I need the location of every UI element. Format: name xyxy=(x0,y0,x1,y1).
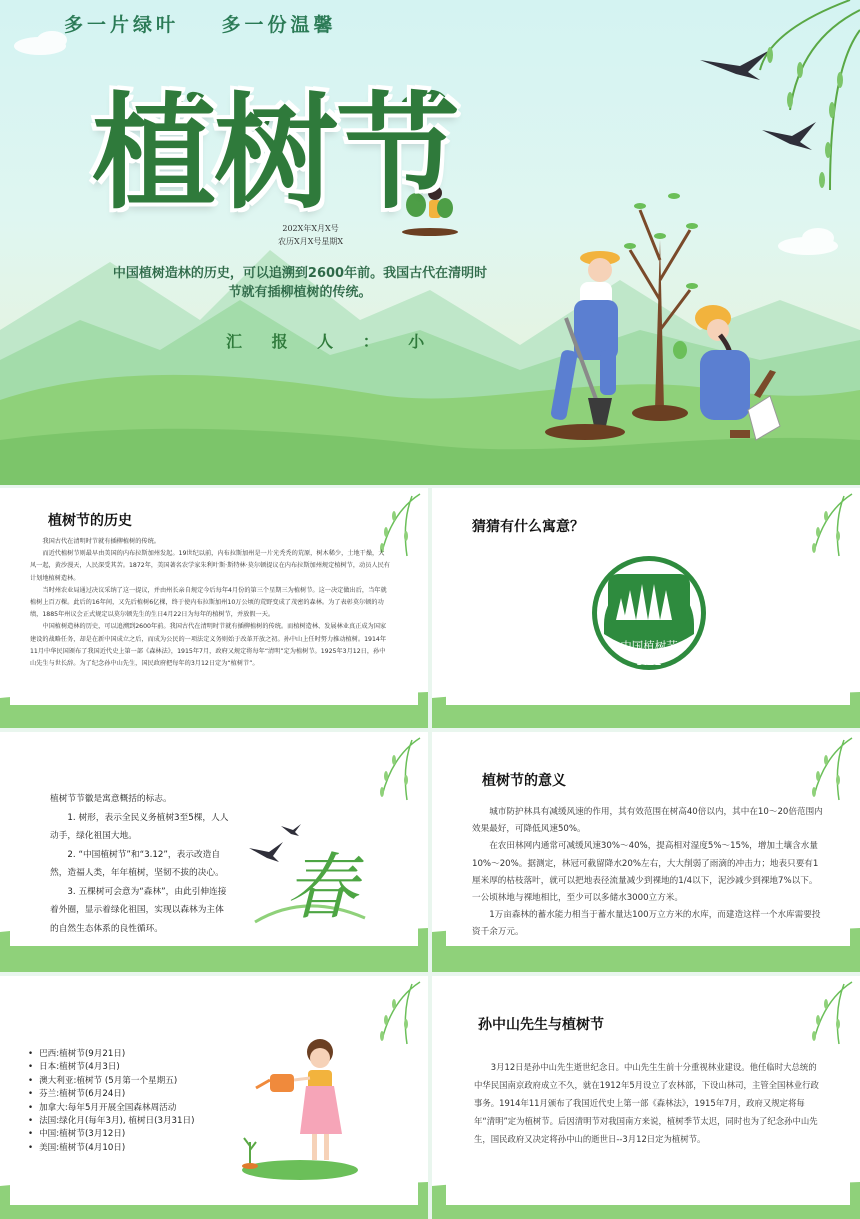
date-solar: 202X年X月X号 xyxy=(282,224,339,233)
willow-sprig-icon xyxy=(784,736,854,806)
list-item: • 法国:绿化月(每年3月), 植树日(3月31日) xyxy=(28,1115,194,1128)
list-item: • 巴西:植树节(9月21日) xyxy=(28,1048,194,1061)
history-paragraph: 我国古代在清明时节就有插柳植树的传统。 xyxy=(42,538,160,545)
cloud-icon xyxy=(14,31,67,55)
hero-landscape xyxy=(0,0,860,485)
list-item: • 芬兰:植树节(6月24日) xyxy=(28,1088,194,1101)
date-lunar: 农历X月X号星期X xyxy=(278,237,344,246)
spring-character: 春 xyxy=(285,845,358,929)
hero-cover xyxy=(0,0,860,485)
meaning-paragraph: 在农田林网内通常可减缓风速30%～40%，提高相对湿度5%～15%，增加土壤含水量10%～20%。据测定，林冠可截留降水20%左右，大大削弱了雨滴的冲击力；地表只要有1厘米厚的枯枝落叶，就可以把地表径流量减少到裸地的1/4以下，泥沙减少到裸地7%以下。一公顷林地与裸地相比，至少可以多储水3000立方米。 xyxy=(472,841,819,904)
girl-watering-icon xyxy=(220,1034,360,1184)
history-card xyxy=(0,488,428,728)
willow-sprig-icon xyxy=(352,980,422,1050)
list-item: • 中国:植树节(3月12日) xyxy=(28,1128,194,1141)
symbol-item: 3. 五棵树可会意为“森林”，由此引伸连接着外圈，显示着绿化祖国，实现以森林为主体的自然生态体系的良性循环。 xyxy=(50,886,227,934)
sun-body xyxy=(474,1058,822,1148)
history-paragraph: 当时州农业局通过决议采纳了这一提议，并由州长亲自规定今后每年4月份的第三个星期三为植树节。这一决定做出后，当年就植树上百万棵。此后的16年间，又先后植树6亿棵，终于使内布拉斯加州10万公顷的荒野变成了茂密的森林。为了表彰莫尔顿的功绩，1885年州议会正式规定以莫尔顿先生的生日4月22日为每年的植树节，并放假一天。 xyxy=(30,586,387,619)
meaning-card xyxy=(432,732,860,972)
symbol-lead: 植树节节徽是寓意概括的标志。 xyxy=(50,794,172,804)
meaning-paragraph: 1万亩森林的蓄水能力相当于蓄水量达100万立方米的水库，而建造这样一个水库需要投资千余万元。 xyxy=(472,910,821,938)
guess-card xyxy=(432,488,860,728)
reporter-label: 汇 报 人 ： 小 xyxy=(226,332,437,351)
list-item: • 美国:植树节(4月10日) xyxy=(28,1142,194,1155)
symbol-item: 1. 树形，表示全民义务植树3至5棵，人人动手，绿化祖国大地。 xyxy=(50,812,229,841)
guess-title: 猜猜有什么寓意？ xyxy=(472,519,584,535)
willow-branch-icon xyxy=(760,0,860,190)
meaning-body xyxy=(472,804,826,942)
countries-card xyxy=(0,976,428,1219)
sun-title: 孙中山先生与植树节 xyxy=(478,1017,604,1033)
symbol-card xyxy=(0,732,428,972)
sun-card xyxy=(432,976,860,1219)
date-stamp xyxy=(278,222,343,248)
symbol-item: 2. “中国植树节”和“3.12”，表示改造自然，造福人类，年年植树，坚韧不拔的决心。 xyxy=(50,849,224,878)
list-item: • 澳大利亚:植树节 (5月第一个星期五) xyxy=(28,1075,194,1088)
country-list xyxy=(28,1048,194,1155)
symbol-text xyxy=(50,790,230,938)
logo-date: 3.12 xyxy=(636,654,662,668)
logo-label: 中国植树节 xyxy=(620,639,678,653)
sun-paragraph: 3月12日是孙中山先生逝世纪念日。中山先生生前十分重视林业建设。他任临时大总统的中华民国南京政府成立不久，就在1912年5月设立了农林部，下设山林司，主管全国林业行政事务。1914年11月颁布了我国近代史上第一部《森林法》，1915年7月，政府又规定将每年“清明”定为植树节。后因清明节对我国南方来说，植树季节太迟，同时也为了纪念孙中山先生，国民政府又决定将孙中山的逝世日--3月12日定为植树节。 xyxy=(474,1062,819,1144)
willow-sprig-icon xyxy=(784,492,854,562)
willow-sprig-icon xyxy=(352,736,422,806)
history-title: 植树节的历史 xyxy=(48,513,132,529)
spring-art xyxy=(245,822,375,932)
history-paragraph: 而近代植树节则最早由美国的内布拉斯加州发起。19世纪以前，内布拉斯加州是一片光秃秃的荒原，树木稀少，土地干燥，大风一起，黄沙漫天，人民深受其苦。1872年，美国著名农学家朱利叶斯·斯特林·莫尔顿提议在内布拉斯加州规定植树节，动员人民有计划地植树造林。 xyxy=(30,550,390,582)
hero-intro: 中国植树造林的历史，可以追溯到2600年前。我国古代在清明时节就有插柳植树的传统。 xyxy=(112,266,488,300)
history-paragraph: 中国植树造林的历史，可以追溯到2600年前。我国古代在清明时节就有插柳植树的传统。而植树造林、发展林业真正成为国家建设的战略任务，却是在新中国成立之后，而成为公民的一项法定义务则始于改革开放之初。孙中山上任时努力推动植树。1914年11月中华民国颁布了我国近代史上第一部《森林法》，1915年7月，政府又规定将每年“清明”定为植树节。1925年3月12日，孙中山先生与世长辞。为了纪念孙中山先生，国民政府把每年的3月12日定为“植树节”。 xyxy=(30,623,387,668)
page-title: 植树节 xyxy=(92,82,459,226)
list-item: • 日本:植树节(4月3日) xyxy=(28,1061,194,1074)
slogan: 多一片绿叶 多一份温馨 xyxy=(64,14,337,36)
meaning-title: 植树节的意义 xyxy=(482,773,566,789)
willow-sprig-icon xyxy=(784,980,854,1050)
meaning-paragraph: 城市防护林具有减缓风速的作用，其有效范围在树高40倍以内，其中在10～20倍范围内效果最好，可降低风速50%。 xyxy=(472,807,823,835)
history-body xyxy=(30,536,390,670)
list-item: • 加拿大:每年5月开展全国森林周活动 xyxy=(28,1102,194,1115)
